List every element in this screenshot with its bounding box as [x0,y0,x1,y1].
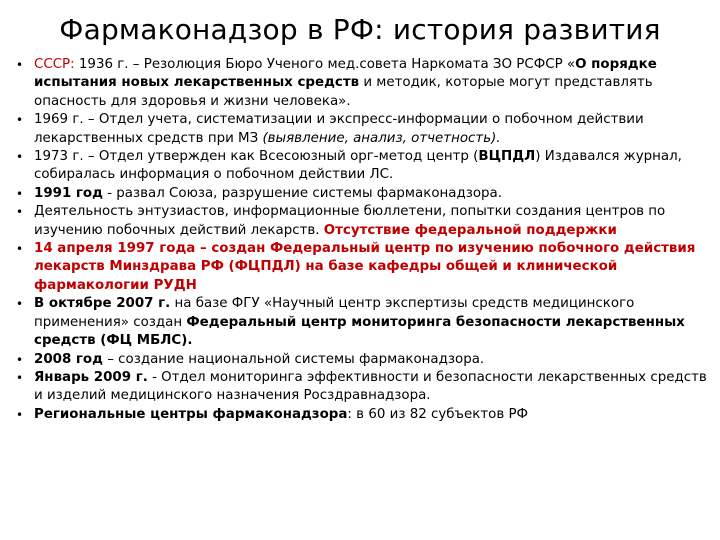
history-list [16,56,708,424]
slide-title: Фармаконадзор в РФ: история развития [59,13,661,46]
bullet-icon: • [16,205,24,220]
list-item-text: 1973 г. – Отдел утвержден как Всесоюзный орг-метод центр ( [34,149,479,165]
list-item-text: - Отдел мониторинга эффективности и безопасности лекарственных средств и изделий медицинского назначения Росздравнадзора. [34,369,707,404]
list-item-text: 1991 год [34,185,103,201]
list-item-text: - развал Союза, разрушение системы фармаконадзора. [102,185,503,201]
list-item [16,351,708,369]
list-item-text: 2008 год [34,351,103,367]
list-item-text: Деятельность энтузиастов, информационные бюллетени, попытки создания центров по изучению побочных действий лекарств. [34,204,666,238]
list-item-text: Региональные центры фармаконадзора [34,406,348,422]
list-item-text: 1969 г. – Отдел учета, систематизации и экспресс-информации о побочном действии лекарственных средств при МЗ [34,112,644,146]
list-item-text: 1936 г. – Резолюция Бюро Ученого мед.совета Наркомата ЗО РСФСР « [78,57,576,72]
bullet-icon: • [16,242,24,257]
bullet-icon: • [16,352,24,367]
list-item-text: – создание национальной системы фармаконадзора. [102,351,485,367]
list-item-text: Отсутствие федеральной поддержки [323,222,617,238]
list-item [16,295,708,350]
list-item-text: (выявление, анализ, отчетность). [262,130,501,146]
list-item-text: В октябре 2007 г. [34,296,171,312]
list-item-text: на базе ФГУ «Научный центр экспертизы средств медицинского применения» создан [34,296,635,330]
bullet-icon: • [16,407,24,422]
list-item-text: Январь 2009 г. [34,369,148,385]
list-item [16,185,708,203]
list-item-text: О порядке испытания новых лекарственных средств [34,57,657,91]
list-item [16,240,708,295]
bullet-icon: • [16,186,24,201]
list-item-text: СССР: [34,57,79,72]
list-item-text: ) Издавался журнал, собиралась информация о побочном действии ЛС. [34,149,682,183]
bullet-icon: • [16,113,24,128]
list-item [16,148,708,185]
list-item-text: 14 апреля 1997 года – создан Федеральный центр по изучению побочного действия лекарств Минздрава РФ (ФЦПДЛ) на базе кафедры общей и клинической фармакологии РУДН [34,241,696,293]
list-item [16,203,708,240]
bullet-icon: • [16,58,24,72]
bullet-icon: • [16,297,24,312]
list-item-text: ВЦПДЛ [478,149,536,165]
list-item [16,406,708,424]
list-item [16,369,708,406]
list-item-text: и методик, которые могут представлять опасность для здоровья и жизни человека». [34,75,653,109]
list-item [16,56,708,111]
bullet-icon: • [16,370,24,385]
list-item-text: Федеральный центр мониторинга безопасности лекарственных средств (ФЦ МБЛС). [34,314,685,349]
list-item [16,111,708,148]
bullet-icon: • [16,150,24,165]
list-item-text: : в 60 из 82 субъектов РФ [347,406,529,422]
